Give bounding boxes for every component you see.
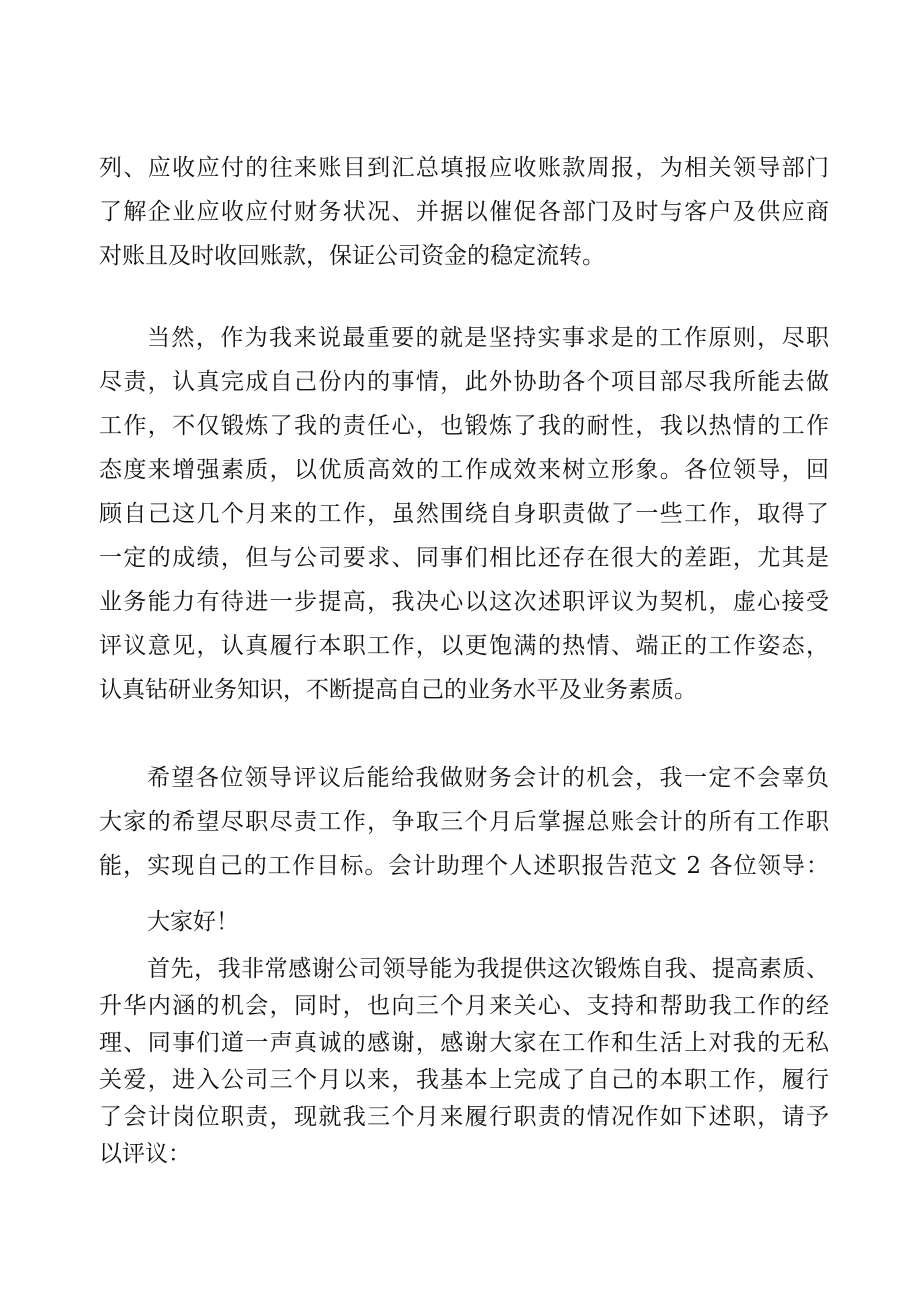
- paragraph-hope: [99, 756, 829, 888]
- text-line: 了会计岗位职责，现就我三个月来履行职责的情况作如下述职，请予: [99, 1104, 829, 1130]
- text-line: 当然，作为我来说最重要的就是坚持实事求是的工作原则，尽职: [147, 325, 829, 351]
- text-line: 希望各位领导评议后能给我做财务会计的机会，我一定不会辜负: [147, 765, 829, 791]
- text-line: 列、应收应付的往来账目到汇总填报应收账款周报，为相关领导部门: [99, 155, 829, 181]
- text-line: 以评议：: [99, 1141, 191, 1167]
- text-line: 业务能力有待进一步提高，我决心以这次述职评议为契机，虚心接受: [99, 589, 829, 615]
- text-line: 评议意见，认真履行本职工作，以更饱满的热情、端正的工作姿态，: [99, 633, 829, 659]
- text-line: 了解企业应收应付财务状况、并据以催促各部门及时与客户及供应商: [99, 199, 829, 225]
- text-line: 认真钻研业务知识，不断提高自己的业务水平及业务素质。: [99, 677, 697, 703]
- text-line: 首先，我非常感谢公司领导能为我提供这次锻炼自我、提高素质、: [147, 956, 829, 982]
- text-line: 关爱，进入公司三个月以来，我基本上完成了自己的本职工作，履行: [99, 1067, 829, 1093]
- greeting-line: 大家好！: [147, 909, 239, 935]
- text-line: 态度来增强素质，以优质高效的工作成效来树立形象。各位领导，回: [99, 457, 829, 483]
- text-line: 工作，不仅锻炼了我的责任心，也锻炼了我的耐性，我以热情的工作: [99, 413, 829, 439]
- text-line: 顾自己这几个月来的工作，虽然围绕自身职责做了一些工作，取得了: [99, 501, 829, 527]
- paragraph-receivables: [99, 146, 829, 278]
- paragraph-greeting: [99, 900, 829, 944]
- paragraph-thanks: [99, 951, 829, 1173]
- text-line: 能，实现自己的工作目标。会计助理个人述职报告范文 2 各位领导：: [99, 853, 829, 879]
- text-line: 升华内涵的机会，同时，也向三个月来关心、支持和帮助我工作的经: [99, 993, 829, 1019]
- text-line: 对账且及时收回账款，保证公司资金的稳定流转。: [99, 243, 605, 269]
- text-line: 理、同事们道一声真诚的感谢，感谢大家在工作和生活上对我的无私: [99, 1030, 829, 1056]
- text-line: 尽责，认真完成自己份内的事情，此外协助各个项目部尽我所能去做: [99, 369, 829, 395]
- paragraph-work-principle: [99, 316, 829, 712]
- text-line: 一定的成绩，但与公司要求、同事们相比还存在很大的差距，尤其是: [99, 545, 829, 571]
- text-line: 大家的希望尽职尽责工作，争取三个月后掌握总账会计的所有工作职: [99, 809, 829, 835]
